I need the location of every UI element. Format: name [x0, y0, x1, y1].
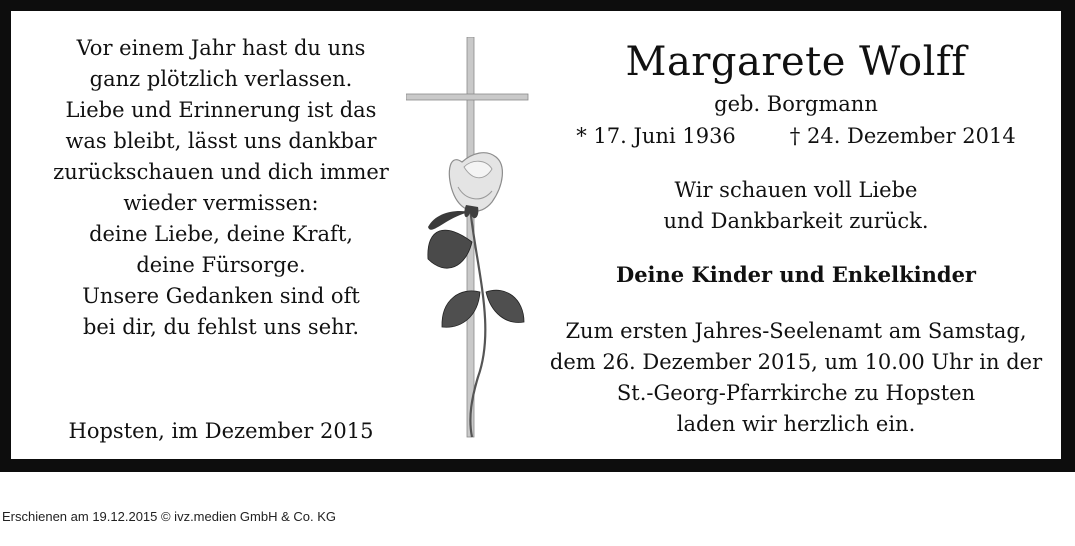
place-date: Hopsten, im Dezember 2015: [68, 419, 374, 443]
service-line: dem 26. Dezember 2015, um 10.00 Uhr in der: [549, 350, 1043, 374]
birth-date: * 17. Juni 1936: [576, 124, 736, 148]
service-line: Zum ersten Jahres-Seelenamt am Samstag,: [565, 319, 1027, 343]
message-line: und Dankbarkeit zurück.: [663, 209, 929, 233]
life-dates: [531, 119, 1061, 153]
poem-line: bei dir, du fehlst uns sehr.: [82, 315, 360, 339]
remembrance-message: [531, 175, 1061, 237]
service-invitation: [531, 316, 1061, 440]
family-signature: Deine Kinder und Enkelkinder: [615, 262, 976, 287]
cross-icon: [406, 37, 528, 437]
poem-line: was bleibt, lässt uns dankbar: [65, 129, 377, 153]
service-line: St.-Georg-Pfarrkirche zu Hopsten: [616, 381, 976, 405]
poem-line: deine Fürsorge.: [136, 253, 306, 277]
service-line: laden wir herzlich ein.: [676, 412, 916, 436]
poem-line: deine Liebe, deine Kraft,: [89, 222, 353, 246]
main-notice: [531, 31, 1061, 440]
poem-line: zurückschauen und dich immer: [53, 160, 389, 184]
death-date: † 24. Dezember 2014: [789, 124, 1016, 148]
poem-line: Vor einem Jahr hast du uns: [76, 36, 366, 60]
poem: [31, 33, 411, 343]
poem-line: Liebe und Erinnerung ist das: [65, 98, 377, 122]
poem-line: Unsere Gedanken sind oft: [82, 284, 360, 308]
poem-line: ganz plötzlich verlassen.: [89, 67, 353, 91]
deceased-name: Margarete Wolff: [625, 39, 967, 85]
birth-name: geb. Borgmann: [714, 92, 878, 116]
publication-credit: Erschienen am 19.12.2015 © ivz.medien GmbH & Co. KG: [2, 509, 337, 524]
notice-panel: [11, 11, 1061, 459]
message-line: Wir schauen voll Liebe: [674, 178, 918, 202]
rose-icon: [428, 153, 524, 437]
cross-rose-ornament: [406, 37, 546, 447]
poem-line: wieder vermissen:: [123, 191, 319, 215]
